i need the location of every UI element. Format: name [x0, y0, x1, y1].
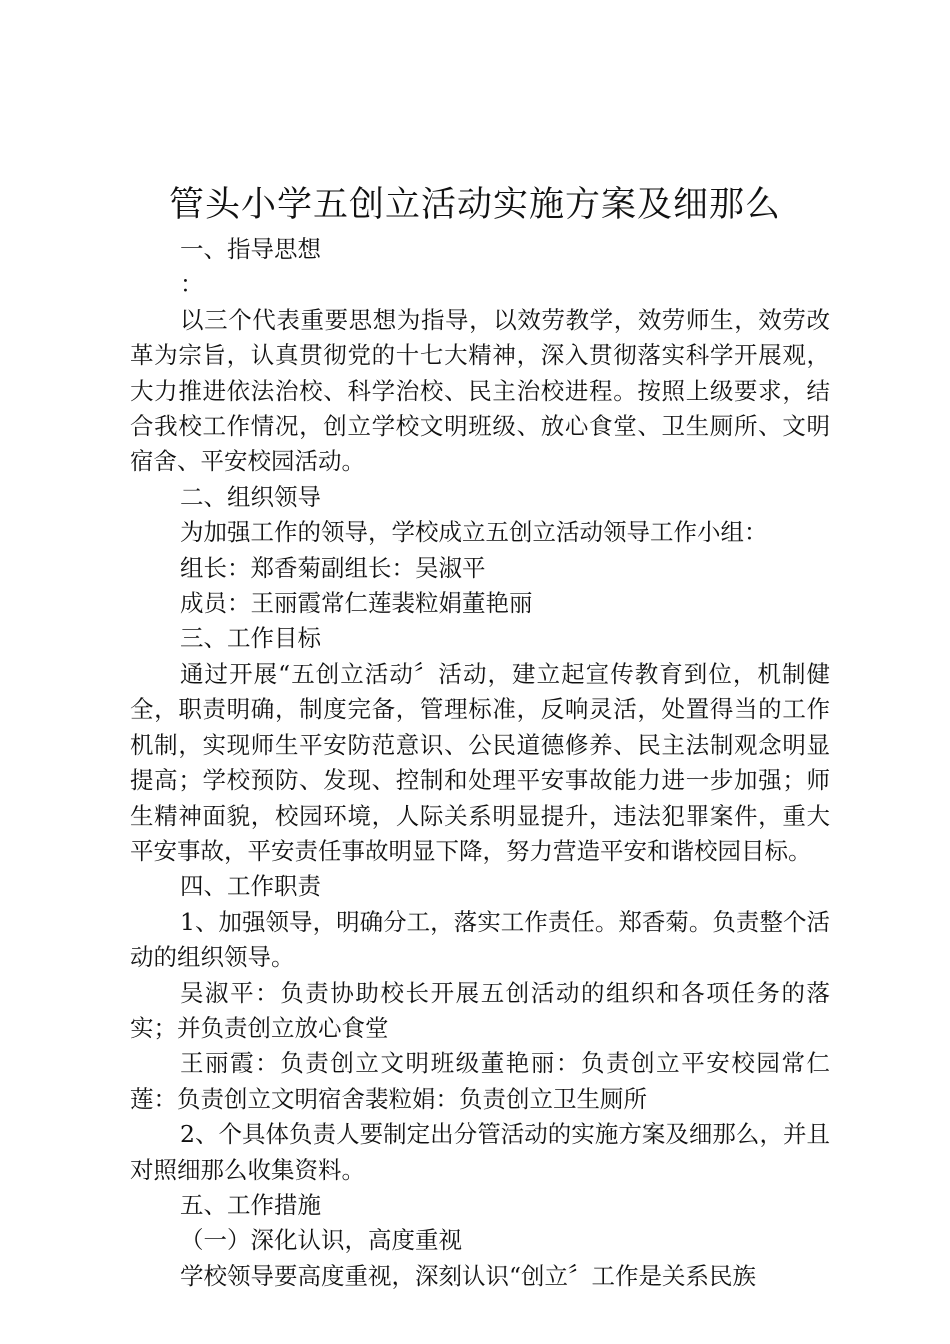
paragraph-goals: 通过开展“五创立活动〞活动，建立起宣传教育到位，机制健全，职责明确，制度完备，管理标准，反响灵活，处置得当的工作机制，实现师生平安防范意识、公民道德修养、民主法制观念明显提高；学校预防、发现、控制和处理平安事故能力进一步加强；师生精神面貌，校园环境，人际关系明显提升，违法犯罪案件，重大平安事故，平安责任事故明显下降，努力营造平安和谐校园目标。	[130, 659, 830, 865]
section-heading-organization: 二、组织领导	[180, 482, 321, 511]
paragraph-members: 成员：王丽霞常仁莲裴粒娟董艳丽	[180, 589, 533, 618]
paragraph-guiding-thought: 以三个代表重要思想为指导，以效劳教学，效劳师生，效劳改革为宗旨，认真贯彻党的十七大精神，深入贯彻落实科学开展观，大力推进依法治校、科学治校、民主治校进程。按照上级要求，结合我校工作情况，创立学校文明班级、放心食堂、卫生厕所、文明宿舍、平安校园活动。	[130, 305, 830, 476]
document-title: 管头小学五创立活动实施方案及细那么	[168, 185, 781, 225]
paragraph-awareness: 学校领导要高度重视，深刻认识“创立〞工作是关系民族	[180, 1261, 757, 1290]
colon-line: ：	[180, 270, 204, 299]
section-heading-measures: 五、工作措施	[180, 1190, 321, 1219]
document-body	[130, 232, 830, 1294]
subheading-awareness: （一）深化认识，高度重视	[180, 1226, 462, 1255]
section-heading-goals: 三、工作目标	[180, 624, 321, 653]
paragraph-organization-intro: 为加强工作的领导，学校成立五创立活动领导工作小组：	[180, 518, 768, 547]
paragraph-duty-2: 2、个具体负责人要制定出分管活动的实施方案及细那么，并且对照细那么收集资料。	[130, 1120, 830, 1184]
paragraph-duty-assignments: 王丽霞：负责创立文明班级董艳丽：负责创立平安校园常仁莲：负责创立文明宿舍裴粒娟：负责创立卫生厕所	[130, 1049, 830, 1113]
section-heading-guiding-thought: 一、指导思想	[180, 235, 321, 263]
paragraph-duty-1: 1、加强领导，明确分工，落实工作责任。郑香菊。负责整个活动的组织领导。	[130, 907, 830, 972]
paragraph-duty-wu: 吴淑平：负责协助校长开展五创活动的组织和各项任务的落实；并负责创立放心食堂	[130, 978, 830, 1042]
paragraph-leaders: 组长：郑香菊副组长：吴淑平	[180, 553, 486, 582]
section-heading-duties: 四、工作职责	[180, 872, 321, 901]
